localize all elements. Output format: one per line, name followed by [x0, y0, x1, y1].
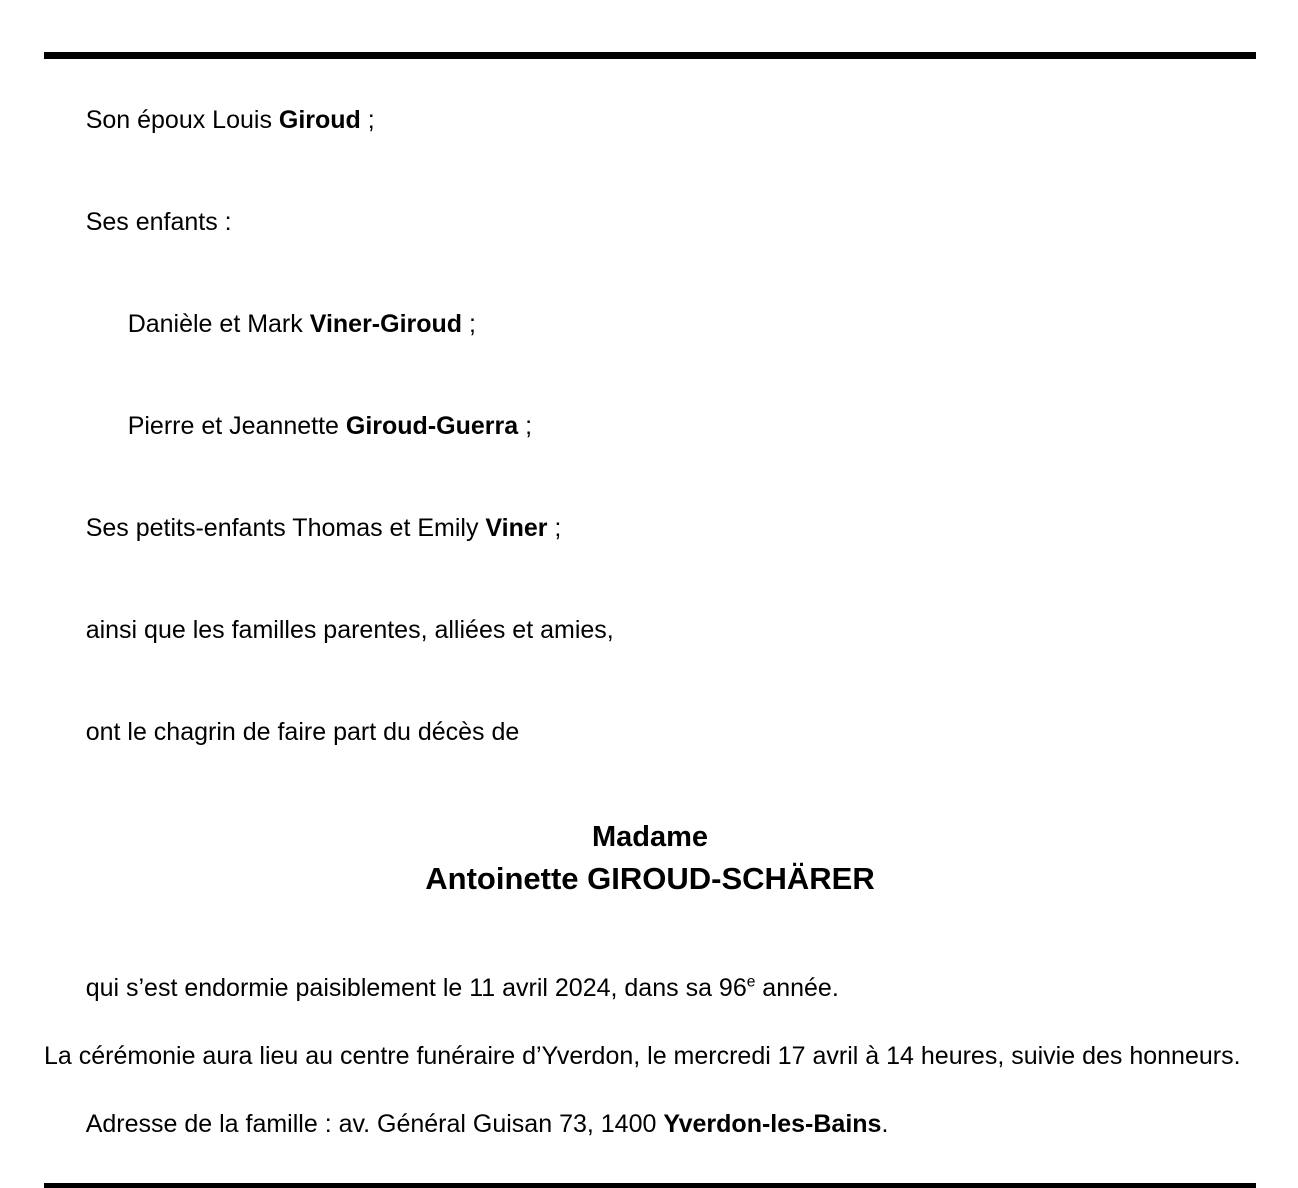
- deceased-name: Antoinette GIROUD-SCHÄRER: [425, 861, 875, 896]
- line-text: Ses petits-enfants Thomas et Emily: [85, 514, 486, 542]
- address-city: Yverdon-les-Bains: [663, 1110, 882, 1138]
- line-suffix: ;: [360, 106, 375, 134]
- line-text: Son époux Louis: [85, 106, 279, 134]
- notice-line: [44, 477, 1256, 579]
- line-text: Pierre et Jeannette: [127, 412, 346, 440]
- death-notice: [44, 52, 1256, 1188]
- address-text: Adresse de la famille : av. Général Guisan 73, 1400: [85, 1110, 664, 1138]
- line-bold: Giroud-Guerra: [345, 412, 519, 440]
- notice-line: [44, 681, 1256, 783]
- notice-line: [44, 273, 1256, 375]
- address-line: [44, 1073, 1256, 1175]
- notice-line: [44, 171, 1256, 273]
- line-bold: Viner-Giroud: [309, 310, 463, 338]
- line-suffix: ;: [462, 310, 476, 338]
- notice-line: [44, 69, 1256, 171]
- intro-block: [44, 59, 1256, 783]
- line-suffix: ;: [518, 412, 533, 440]
- notice-line: [44, 375, 1256, 477]
- address-suffix: .: [881, 1110, 889, 1138]
- bottom-rule: [44, 1183, 1256, 1188]
- deceased-block: [44, 817, 1256, 901]
- line-text: ainsi que les familles parentes, alliées et amies,: [85, 616, 614, 644]
- line-bold: Giroud: [278, 106, 361, 134]
- line-suffix: ;: [547, 514, 562, 542]
- ceremony-line: La cérémonie aura lieu au centre funéraire d’Yverdon, le mercredi 17 avril à 14 heures, suivie des honneurs.: [44, 1042, 1241, 1070]
- ordinal-suffix: e: [746, 973, 756, 991]
- deceased-title: Madame: [591, 821, 709, 853]
- line-text: Ses enfants :: [85, 208, 232, 236]
- line-text: Danièle et Mark: [127, 310, 310, 338]
- notice-line: [44, 579, 1256, 681]
- closing-block: [44, 937, 1256, 1175]
- passing-line: [44, 937, 1256, 1039]
- passing-text-before: qui s’est endormie paisiblement le 11 avril 2024, dans sa 96: [85, 974, 747, 1002]
- top-rule: [44, 52, 1256, 59]
- line-bold: Viner: [485, 514, 548, 542]
- passing-text-after: année.: [755, 974, 839, 1002]
- line-text: ont le chagrin de faire part du décès de: [85, 718, 520, 746]
